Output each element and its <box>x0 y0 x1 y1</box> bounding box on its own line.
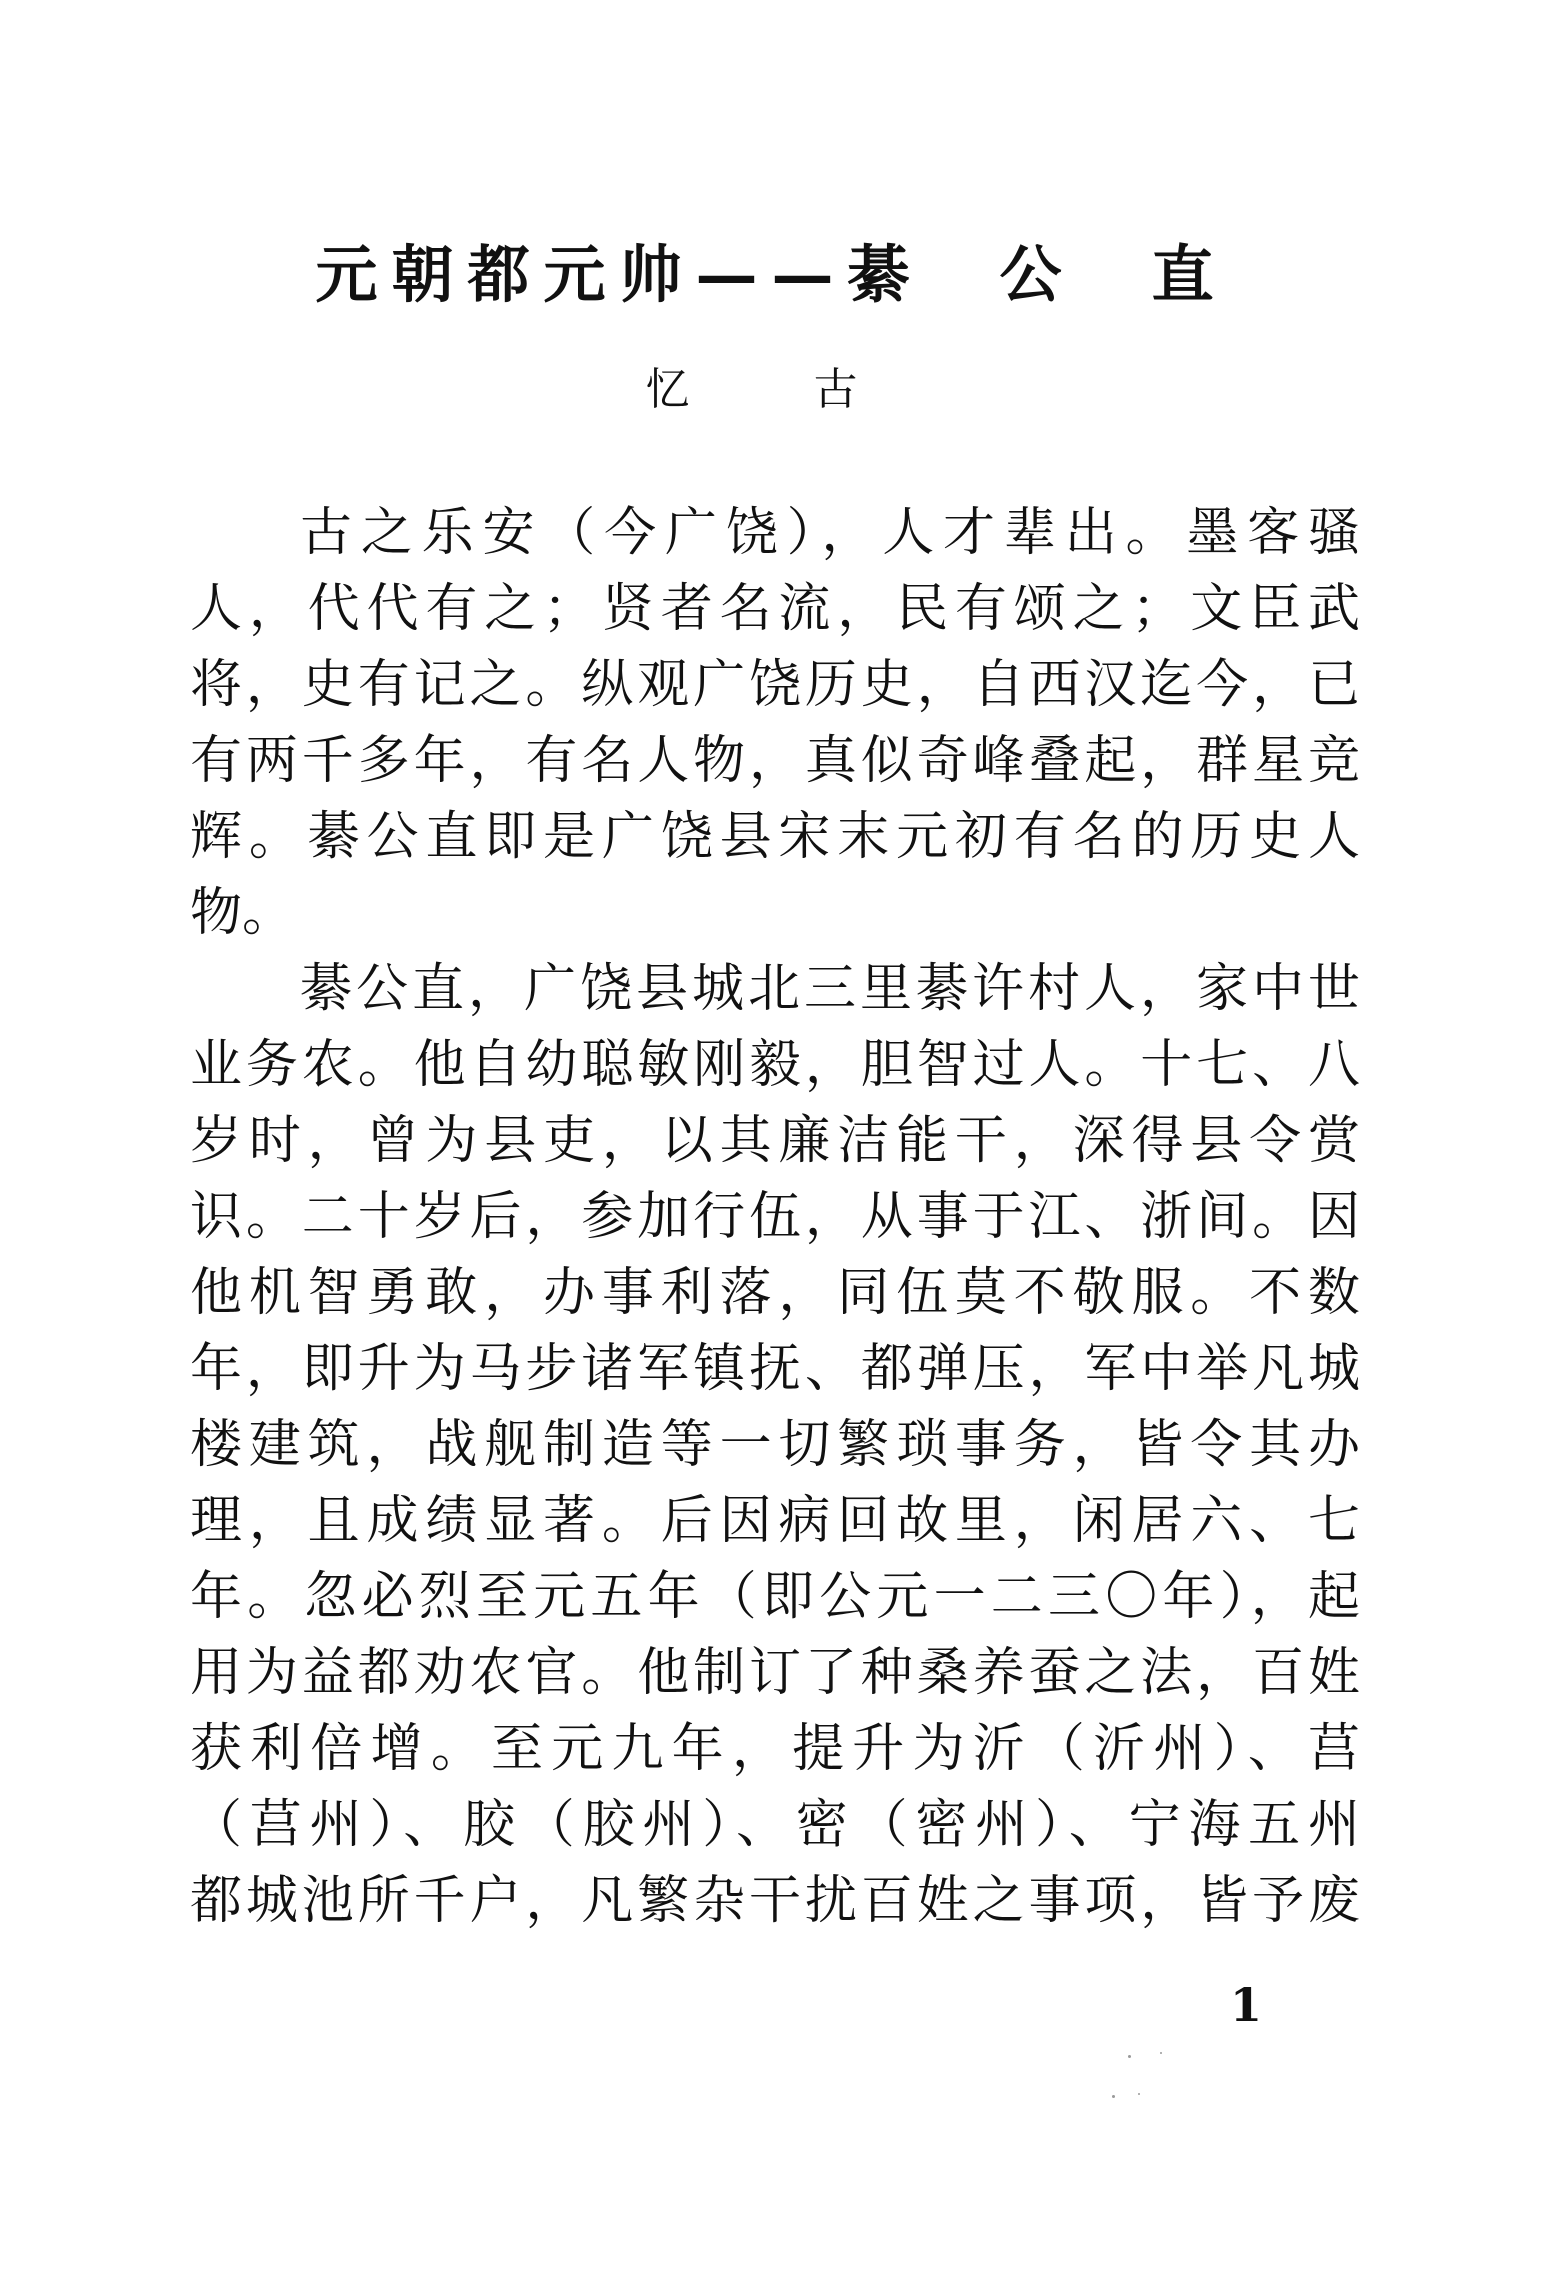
scan-speck <box>1128 2055 1131 2058</box>
scan-speck <box>1138 2093 1140 2095</box>
scan-speck <box>1112 2095 1115 2098</box>
text-line: 他机智勇敢，办事利落，同伍莫不敬服。不数 <box>190 1263 1360 1323</box>
text-line: 岁时，曾为县吏，以其廉洁能干，深得县令赏 <box>190 1111 1360 1171</box>
scan-speck <box>1160 2052 1162 2054</box>
text-line: 楼建筑，战舰制造等一切繁琐事务，皆令其办 <box>190 1415 1360 1475</box>
text-line: 年。忽必烈至元五年（即公元一二三〇年），起 <box>190 1567 1360 1627</box>
text-line: 有两千多年，有名人物，真似奇峰叠起，群星竞 <box>190 731 1360 791</box>
text-line: 理，且成绩显著。后因病回故里，闲居六、七 <box>190 1491 1360 1551</box>
text-line: 辉。綦公直即是广饶县宋末元初有名的历史人 <box>190 807 1360 867</box>
text-line: 人，代代有之；贤者名流，民有颂之；文臣武 <box>190 579 1360 639</box>
text-line: 识。二十岁后，参加行伍，从事于江、浙间。因 <box>190 1187 1360 1247</box>
text-line: 都城池所千户，凡繁杂干扰百姓之事项，皆予废 <box>190 1871 1360 1931</box>
text-line: 获利倍增。至元九年，提升为沂（沂州）、莒 <box>190 1719 1360 1779</box>
text-line: 将，史有记之。纵观广饶历史，自西汉迄今，已 <box>190 655 1360 715</box>
article-author: 忆 古 <box>645 364 898 415</box>
text-line: 用为益都劝农官。他制订了种桑养蚕之法，百姓 <box>190 1643 1360 1703</box>
article-title: 元朝都元帅——綦 公 直 <box>315 238 1228 311</box>
page-number: 1 <box>1230 1978 1263 2032</box>
text-line: 业务农。他自幼聪敏刚毅，胆智过人。十七、八 <box>190 1035 1360 1095</box>
text-line: 年，即升为马步诸军镇抚、都弹压，军中举凡城 <box>190 1339 1360 1399</box>
text-line: 綦公直，广饶县城北三里綦许村人，家中世 <box>300 959 1360 1019</box>
article-body <box>190 495 1360 1939</box>
text-line: 物。 <box>190 883 295 943</box>
text-line: 古之乐安（今广饶），人才辈出。墨客骚 <box>300 503 1360 563</box>
text-line: （莒州）、胶（胶州）、密（密州）、宁海五州 <box>190 1795 1360 1855</box>
